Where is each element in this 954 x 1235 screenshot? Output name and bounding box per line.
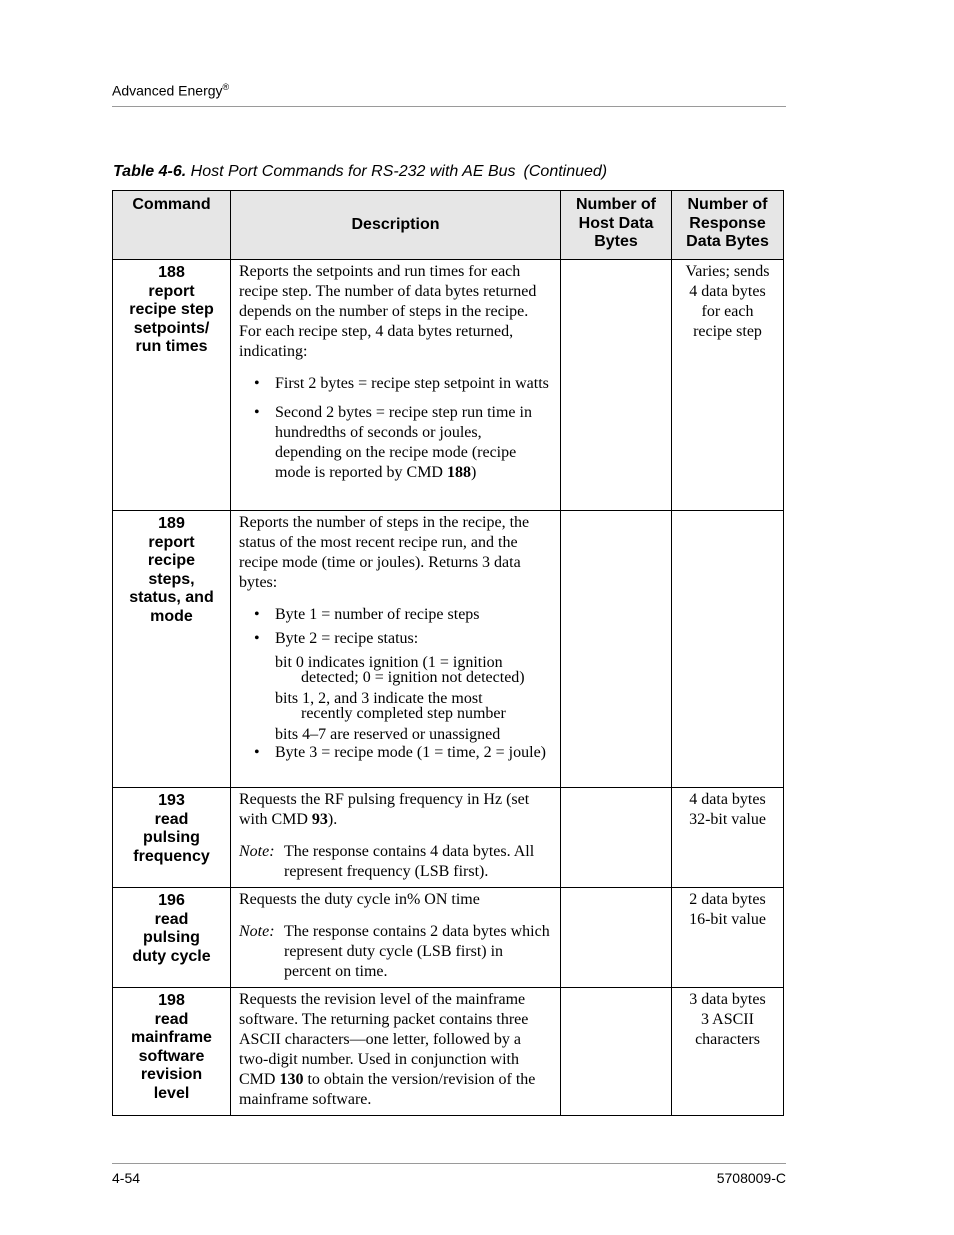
response-bytes-cell: 3 data bytes 3 ASCII characters <box>672 988 784 1116</box>
header-response-data-bytes: Number of Response Data Bytes <box>672 191 784 260</box>
bullet-list <box>239 605 552 649</box>
command-cell: 196 read pulsing duty cycle <box>113 888 231 988</box>
command-cell: 198 read mainframe software revision level <box>113 988 231 1116</box>
host-bytes-cell <box>561 888 672 988</box>
bullet-list <box>239 374 552 483</box>
description-cell <box>231 988 561 1116</box>
command-cell: 193 read pulsing frequency <box>113 788 231 888</box>
table-row <box>113 788 784 888</box>
table-continued: (Continued) <box>523 163 608 180</box>
host-port-commands-table <box>112 190 784 1116</box>
table-row <box>113 511 784 788</box>
document-number: 5708009-C <box>716 1170 786 1186</box>
table-row <box>113 988 784 1116</box>
response-bytes-cell <box>672 511 784 788</box>
note-label: Note: <box>239 923 275 940</box>
company-name: Advanced Energy <box>112 82 223 99</box>
header-command: Command <box>113 191 231 260</box>
description-text: Requests the duty cycle in% ON time <box>239 891 480 908</box>
note-text: The response contains 4 data bytes. All represent frequency (LSB first). <box>284 843 535 880</box>
footer-rule <box>112 1163 786 1164</box>
page-header <box>112 82 229 99</box>
description-cell <box>231 260 561 511</box>
host-bytes-cell <box>561 988 672 1116</box>
status-bit-item: bit 0 indicates ignition (1 = ignition detected; 0 = ignition not detected) <box>275 654 525 686</box>
description-text: Reports the setpoints and run times for each recipe step. The number of data bytes returned depends on the number of steps in the recipe. For each recipe step, 4 data bytes returned, indicating: <box>239 263 537 360</box>
table-row <box>113 260 784 511</box>
table-title: Host Port Commands for RS-232 with AE Bus <box>190 163 516 180</box>
host-bytes-cell <box>561 260 672 511</box>
note-text: The response contains 2 data bytes which represent duty cycle (LSB first) in percent on time. <box>284 923 550 980</box>
description-cell <box>231 511 561 788</box>
header-description: Description <box>231 191 561 260</box>
description-text: Reports the number of steps in the recipe, the status of the most recent recipe run, and the recipe mode (time or joules). Returns 3 data bytes: <box>239 514 530 591</box>
command-cell: 189 report recipe steps, status, and mode <box>113 511 231 788</box>
description-cell <box>231 888 561 988</box>
host-bytes-cell <box>561 788 672 888</box>
table-row <box>113 888 784 988</box>
note <box>239 922 552 982</box>
list-item: • Second 2 bytes = recipe step run time in hundredths of seconds or joules, depending on the recipe mode (recipe mode is reported by CMD 188) <box>239 403 552 483</box>
note-label: Note: <box>239 843 275 860</box>
list-item: • First 2 bytes = recipe step setpoint in watts <box>239 374 552 394</box>
description-text: Requests the revision level of the mainframe software. The returning packet contains three ASCII characters—one letter, followed by a two-digit number. Used in conjunction with CMD 130 to obtain the version/revision of the mainframe software. <box>239 991 536 1108</box>
host-bytes-cell <box>561 511 672 788</box>
table-number: Table 4-6. <box>113 163 187 180</box>
status-bit-item: bits 1, 2, and 3 indicate the most recently completed step number <box>275 690 506 722</box>
description-text: Requests the RF pulsing frequency in Hz (set with CMD 93). <box>239 791 530 828</box>
response-bytes-cell: 2 data bytes 16-bit value <box>672 888 784 988</box>
status-bit-item: bits 4–7 are reserved or unassigned <box>275 726 501 743</box>
command-cell: 188 report recipe step setpoints/ run times <box>113 260 231 511</box>
header-host-data-bytes: Number of Host Data Bytes <box>561 191 672 260</box>
table-header-row <box>113 191 784 260</box>
page-number: 4-54 <box>112 1170 141 1186</box>
list-item: • Byte 3 = recipe mode (1 = time, 2 = joule) <box>239 744 552 762</box>
header-rule <box>112 106 786 107</box>
list-item: • Byte 2 = recipe status: <box>239 629 552 649</box>
response-bytes-cell: Varies; sends 4 data bytes for each recipe step <box>672 260 784 511</box>
response-bytes-cell: 4 data bytes 32-bit value <box>672 788 784 888</box>
bullet-list <box>239 744 552 762</box>
list-item: • Byte 1 = number of recipe steps <box>239 605 552 625</box>
table-caption <box>113 163 607 181</box>
note <box>239 842 552 882</box>
trademark-symbol: ® <box>222 82 230 92</box>
description-cell <box>231 788 561 888</box>
